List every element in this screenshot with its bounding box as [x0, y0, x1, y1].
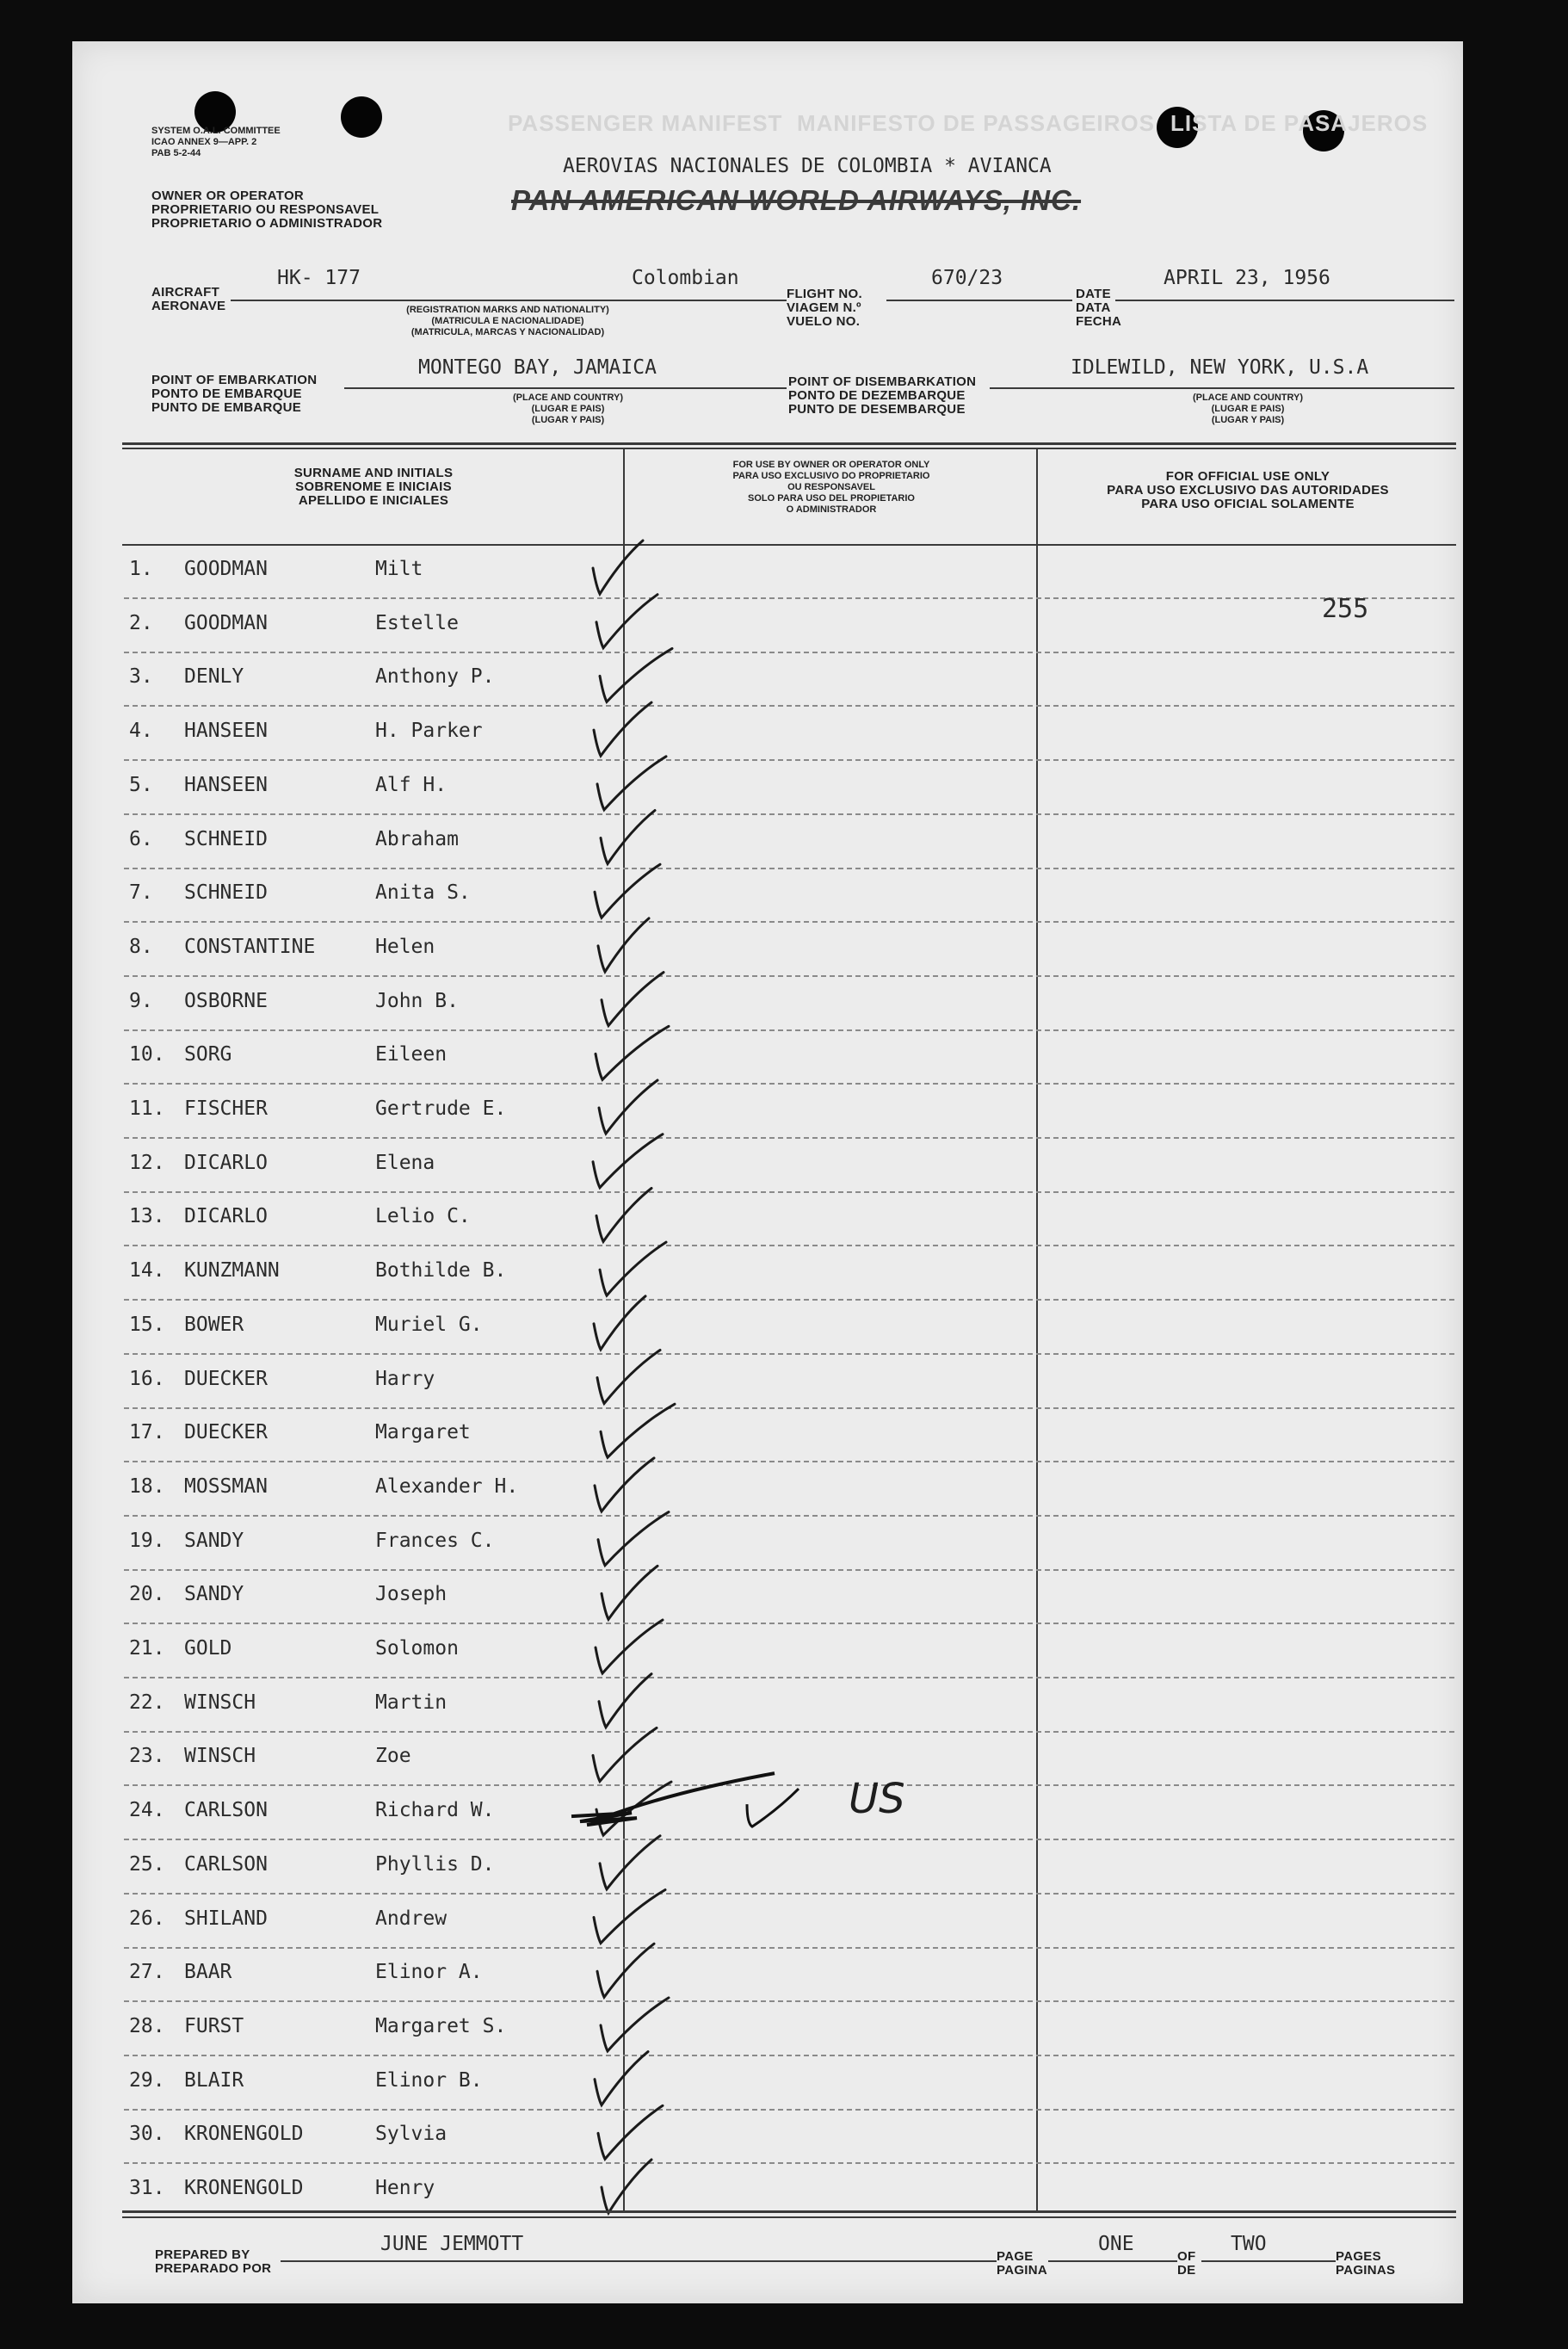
passenger-surname: DICARLO	[184, 1205, 268, 1227]
passenger-number: 15.	[129, 1314, 165, 1336]
passenger-number: 19.	[129, 1530, 165, 1552]
passenger-given-name: Lelio C.	[375, 1205, 471, 1227]
passenger-surname: FISCHER	[184, 1097, 268, 1120]
checkmark-icon	[596, 1026, 669, 1079]
passenger-number: 25.	[129, 1853, 165, 1876]
passenger-surname: BOWER	[184, 1314, 244, 1336]
passenger-surname: DUECKER	[184, 1421, 268, 1443]
faded-title-en: PASSENGER MANIFEST	[508, 110, 783, 136]
aircraft-nationality: Colombian	[632, 267, 739, 289]
owner-handwritten-note: US	[849, 1775, 905, 1823]
passenger-number: 2.	[129, 612, 153, 634]
passenger-given-name: Abraham	[375, 828, 459, 850]
passenger-surname: BLAIR	[184, 2069, 244, 2092]
passenger-given-name: Estelle	[375, 612, 459, 634]
passenger-number: 3.	[129, 665, 153, 688]
flight-date: APRIL 23, 1956	[1164, 267, 1330, 289]
checkmark-icon	[595, 1458, 654, 1511]
passenger-number: 7.	[129, 881, 153, 904]
checkmark-icon	[601, 1404, 675, 1457]
passenger-given-name: Joseph	[375, 1583, 448, 1605]
official-note: 255	[1322, 594, 1369, 624]
checkmark-icon	[747, 1789, 799, 1827]
flight-label: FLIGHT NO. VIAGEM N.º VUELO NO.	[787, 287, 862, 329]
passenger-surname: SANDY	[184, 1530, 244, 1552]
passenger-surname: SORG	[184, 1043, 232, 1066]
disembark-place-caption: (PLACE AND COUNTRY) (LUGAR E PAIS) (LUGAR Y PAIS)	[1192, 393, 1304, 425]
checkmark-icon	[596, 1620, 663, 1673]
passenger-number: 29.	[129, 2069, 165, 2092]
checkmark-icon	[597, 1351, 660, 1404]
embark-place-caption: (PLACE AND COUNTRY) (LUGAR E PAIS) (LUGAR Y PAIS)	[512, 393, 624, 425]
pages-label: PAGES PAGINAS	[1336, 2249, 1396, 2278]
passenger-surname: KUNZMANN	[184, 1259, 280, 1282]
checkmark-icon	[593, 541, 643, 594]
passenger-surname: WINSCH	[184, 1745, 256, 1767]
checkmark-icon	[598, 918, 649, 972]
passenger-given-name: Alexander H.	[375, 1475, 519, 1498]
passenger-given-name: Margaret	[375, 1421, 471, 1443]
passenger-number: 21.	[129, 1637, 165, 1660]
passenger-surname: SANDY	[184, 1583, 244, 1605]
passenger-number: 1.	[129, 558, 153, 580]
checkmark-icon	[599, 1080, 657, 1134]
passenger-given-name: Muriel G.	[375, 1314, 483, 1336]
of-label: OF DE	[1177, 2249, 1196, 2278]
passenger-surname: BAAR	[184, 1961, 232, 1983]
owner-operator-label: OWNER OR OPERATOR PROPRIETARIO OU RESPONSAVEL PROPRIETARIO O ADMINISTRADOR	[151, 189, 383, 231]
passenger-given-name: Gertrude E.	[375, 1097, 507, 1120]
checkmark-icon	[600, 648, 672, 702]
passenger-number: 18.	[129, 1475, 165, 1498]
passenger-number: 11.	[129, 1097, 165, 1120]
passenger-surname: SCHNEID	[184, 881, 268, 904]
registration-caption: (REGISTRATION MARKS AND NATIONALITY) (MATRICULA E NACIONALIDADE) (MATRICULA, MARCAS Y NACIONALIDAD)	[406, 305, 609, 337]
checkmark-icon	[594, 1296, 645, 1350]
passenger-given-name: Elinor B.	[375, 2069, 483, 2092]
page-number: ONE	[1098, 2233, 1134, 2255]
passenger-given-name: Margaret S.	[375, 2015, 507, 2037]
passenger-given-name: Frances C.	[375, 1530, 495, 1552]
checkmark-icon	[598, 1512, 669, 1566]
passenger-surname: GOODMAN	[184, 612, 268, 634]
passenger-surname: WINSCH	[184, 1691, 256, 1714]
faded-title-pt: MANIFESTO DE PASSAGEIROS	[797, 110, 1155, 136]
form-reference: SYSTEM O.A.L. COMMITTEE ICAO ANNEX 9—APP. 2 PAB 5-2-44	[151, 126, 281, 158]
passenger-given-name: Eileen	[375, 1043, 448, 1066]
passenger-surname: SHILAND	[184, 1907, 268, 1930]
checkmark-icon	[596, 1188, 651, 1241]
date-label: DATE DATA FECHA	[1076, 287, 1122, 329]
checkmark-icon	[600, 1242, 666, 1295]
passenger-given-name: Anita S.	[375, 881, 471, 904]
passenger-number: 10.	[129, 1043, 165, 1066]
checkmark-icon	[595, 2052, 648, 2105]
passenger-given-name: Elena	[375, 1152, 435, 1174]
passenger-number: 30.	[129, 2123, 165, 2145]
names-column-header: SURNAME AND INITIALS SOBRENOME E INICIAIS APELLIDO E INICIALES	[293, 466, 454, 508]
passenger-surname: CARLSON	[184, 1799, 268, 1821]
passenger-surname: GOLD	[184, 1637, 232, 1660]
checkmark-icon	[596, 595, 657, 648]
passenger-number: 16.	[129, 1368, 165, 1390]
passenger-number: 14.	[129, 1259, 165, 1282]
passenger-given-name: John B.	[375, 990, 459, 1012]
passenger-given-name: Elinor A.	[375, 1961, 483, 1983]
passenger-number: 23.	[129, 1745, 165, 1767]
passenger-number: 22.	[129, 1691, 165, 1714]
checkmark-icon	[594, 1890, 665, 1944]
passenger-given-name: H. Parker	[375, 720, 483, 742]
passenger-given-name: Andrew	[375, 1907, 448, 1930]
passenger-number: 9.	[129, 990, 153, 1012]
passenger-surname: DUECKER	[184, 1368, 268, 1390]
passenger-given-name: Bothilde B.	[375, 1259, 507, 1282]
embarkation-point: MONTEGO BAY, JAMAICA	[418, 356, 657, 379]
scribble-mark	[571, 1773, 775, 1825]
checkmark-icon	[602, 1566, 657, 1619]
checkmark-icon	[594, 702, 651, 756]
aircraft-label: AIRCRAFT AERONAVE	[151, 285, 226, 313]
operator-name: AEROVIAS NACIONALES DE COLOMBIA * AVIANCA	[563, 155, 1052, 177]
official-column-header: FOR OFFICIAL USE ONLY PARA USO EXCLUSIVO DAS AUTORIDADES PARA USO OFICIAL SOLAMENTE	[1107, 469, 1389, 511]
owner-column-header: FOR USE BY OWNER OR OPERATOR ONLY PARA USO EXCLUSIVO DO PROPRIETARIO OU RESPONSAVEL SOLO PARA USO DEL PROPIETARIO O ADMINISTRADOR	[732, 460, 930, 515]
passenger-given-name: Helen	[375, 936, 435, 958]
passenger-surname: CONSTANTINE	[184, 936, 316, 958]
passenger-surname: GOODMAN	[184, 558, 268, 580]
flight-number: 670/23	[931, 267, 1003, 289]
aircraft-registration: HK- 177	[277, 267, 361, 289]
checkmark-icon	[599, 1674, 651, 1728]
checkmark-icon	[593, 1728, 657, 1781]
page-total: TWO	[1231, 2233, 1267, 2255]
passenger-number: 4.	[129, 720, 153, 742]
operator-struck: PAN AMERICAN WORLD AIRWAYS, INC.	[511, 184, 1082, 216]
passenger-number: 5.	[129, 774, 153, 796]
passenger-number: 13.	[129, 1205, 165, 1227]
disembarkation-point: IDLEWILD, NEW YORK, U.S.A	[1071, 356, 1369, 379]
checkmark-icon	[601, 1998, 669, 2051]
passenger-given-name: Alf H.	[375, 774, 448, 796]
checkmark-icon	[602, 2160, 651, 2213]
passenger-surname: SCHNEID	[184, 828, 268, 850]
checkmark-icon	[597, 757, 666, 810]
faded-title-es: LISTA DE PASAJEROS	[1170, 110, 1429, 136]
passenger-given-name: Zoe	[375, 1745, 411, 1767]
passenger-number: 27.	[129, 1961, 165, 1983]
passenger-given-name: Solomon	[375, 1637, 459, 1660]
checkmark-icon	[593, 1134, 663, 1188]
checkmark-icon	[600, 1836, 660, 1889]
checkmark-icon	[601, 811, 655, 864]
checkmark-icon	[595, 864, 660, 918]
passenger-number: 31.	[129, 2177, 165, 2199]
passenger-number: 12.	[129, 1152, 165, 1174]
embarkation-label: POINT OF EMBARKATION PONTO DE EMBARQUE PUNTO DE EMBARQUE	[151, 373, 318, 415]
passenger-number: 28.	[129, 2015, 165, 2037]
passenger-given-name: Harry	[375, 1368, 435, 1390]
checkmark-icon	[597, 1944, 654, 1997]
disembarkation-label: POINT OF DISEMBARKATION PONTO DE DEZEMBARQUE PUNTO DE DESEMBARQUE	[788, 374, 977, 417]
passenger-surname: FURST	[184, 2015, 244, 2037]
passenger-given-name: Richard W.	[375, 1799, 495, 1821]
passenger-given-name: Henry	[375, 2177, 435, 2199]
passenger-surname: CARLSON	[184, 1853, 268, 1876]
passenger-number: 26.	[129, 1907, 165, 1930]
passenger-number: 24.	[129, 1799, 165, 1821]
passenger-number: 8.	[129, 936, 153, 958]
page-label: PAGE PAGINA	[997, 2249, 1048, 2278]
passenger-surname: HANSEEN	[184, 720, 268, 742]
passenger-number: 20.	[129, 1583, 165, 1605]
passenger-surname: KRONENGOLD	[184, 2177, 304, 2199]
passenger-surname: DICARLO	[184, 1152, 268, 1174]
passenger-surname: DENLY	[184, 665, 244, 688]
passenger-given-name: Sylvia	[375, 2123, 448, 2145]
passenger-number: 6.	[129, 828, 153, 850]
passenger-given-name: Anthony P.	[375, 665, 495, 688]
passenger-given-name: Milt	[375, 558, 423, 580]
passenger-given-name: Phyllis D.	[375, 1853, 495, 1876]
prepared-by-label: PREPARED BY PREPARADO POR	[155, 2247, 272, 2276]
passenger-surname: MOSSMAN	[184, 1475, 268, 1498]
checkmark-icon	[602, 973, 664, 1026]
passenger-surname: OSBORNE	[184, 990, 268, 1012]
passenger-surname: HANSEEN	[184, 774, 268, 796]
passenger-given-name: Martin	[375, 1691, 448, 1714]
passenger-surname: KRONENGOLD	[184, 2123, 304, 2145]
prepared-by: JUNE JEMMOTT	[380, 2233, 524, 2255]
checkmark-icon	[598, 2105, 663, 2159]
passenger-number: 17.	[129, 1421, 165, 1443]
table-bottom-rule	[122, 2210, 1456, 2213]
